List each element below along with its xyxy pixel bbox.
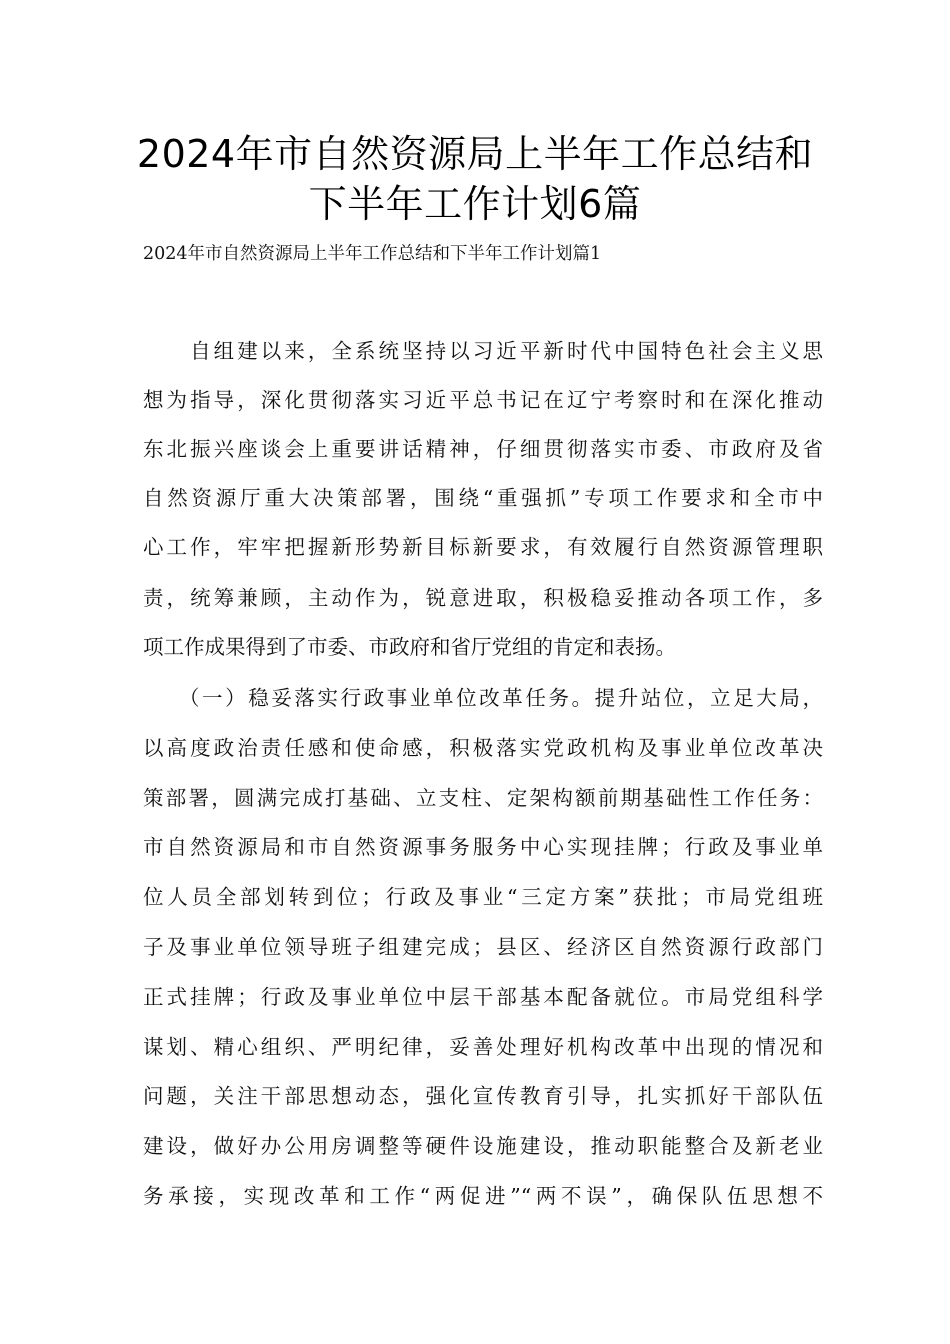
paragraph-line: 问题，关注干部思想动态，强化宣传教育引导，扎实抓好干部队伍	[143, 1084, 823, 1108]
paragraph-line: 自组建以来，全系统坚持以习近平新时代中国特色社会主义思	[143, 339, 823, 363]
paragraph-line: 市自然资源局和市自然资源事务服务中心实现挂牌；行政及事业单	[143, 835, 823, 859]
paragraph-line: 子及事业单位领导班子组建完成；县区、经济区自然资源行政部门	[143, 935, 823, 959]
paragraph-line: 心工作，牢牢把握新形势新目标新要求，有效履行自然资源管理职	[143, 535, 823, 559]
paragraph-line: 策部署，圆满完成打基础、立支柱、定架构额前期基础性工作任务：	[143, 786, 823, 810]
document-subtitle: 2024年市自然资源局上半年工作总结和下半年工作计划篇1	[143, 244, 602, 264]
paragraph-line: 自然资源厅重大决策部署，围绕“重强抓”专项工作要求和全市中	[143, 486, 823, 510]
paragraph-line: 务承接，实现改革和工作“两促进”“两不误”，确保队伍思想不	[143, 1184, 823, 1208]
paragraph-line: 责，统筹兼顾，主动作为，锐意进取，积极稳妥推动各项工作，多	[143, 586, 823, 610]
paragraph-line: 东北振兴座谈会上重要讲话精神，仔细贯彻落实市委、市政府及省	[143, 437, 823, 461]
document-title-line-2: 下半年工作计划6篇	[308, 182, 642, 226]
paragraph-line: 项工作成果得到了市委、市政府和省厅党组的肯定和表扬。	[143, 635, 676, 659]
paragraph-line: 正式挂牌；行政及事业单位中层干部基本配备就位。市局党组科学	[143, 985, 823, 1009]
paragraph-line: 想为指导，深化贯彻落实习近平总书记在辽宁考察时和在深化推动	[143, 388, 823, 412]
paragraph-line: 位人员全部划转到位；行政及事业“三定方案”获批；市局党组班	[143, 885, 823, 909]
document-title-line-1: 2024年市自然资源局上半年工作总结和	[136, 132, 814, 176]
paragraph-line: （一）稳妥落实行政事业单位改革任务。提升站位，立足大局，	[143, 686, 823, 710]
paragraph-line: 谋划、精心组织、严明纪律，妥善处理好机构改革中出现的情况和	[143, 1035, 823, 1059]
paragraph-line: 建设，做好办公用房调整等硬件设施建设，推动职能整合及新老业	[143, 1134, 823, 1158]
paragraph-line: 以高度政治责任感和使命感，积极落实党政机构及事业单位改革决	[143, 736, 823, 760]
